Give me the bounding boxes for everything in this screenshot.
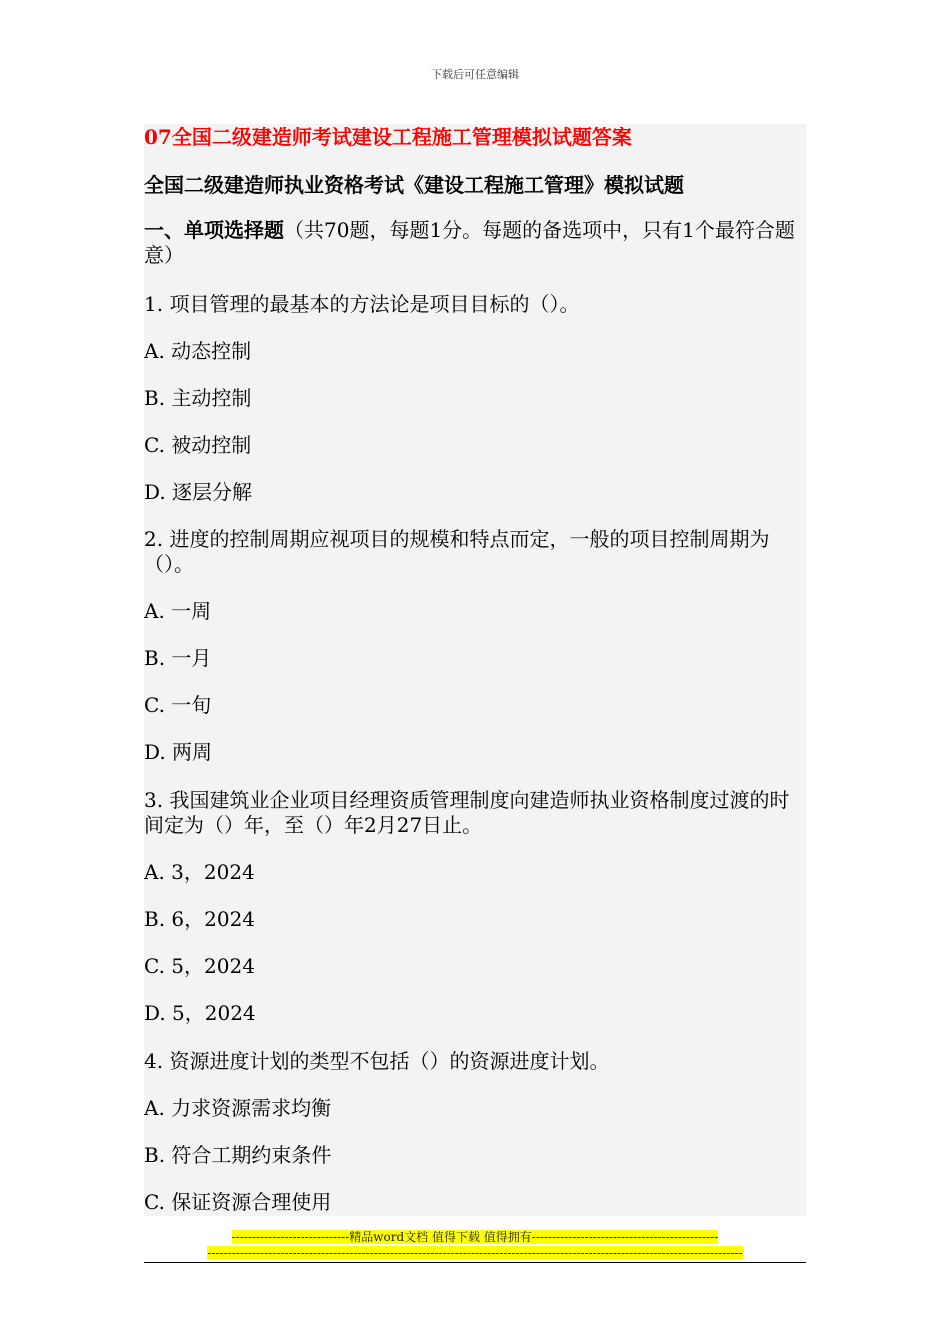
question-stem: 1. 项目管理的最基本的方法论是项目目标的（）。	[144, 292, 580, 316]
answer-option: B. 6，2024	[144, 907, 256, 931]
footer-divider	[144, 1262, 806, 1263]
answer-option: A. 3，2024	[144, 860, 255, 884]
answer-option: C. 一旬	[144, 693, 212, 717]
footer-banner-rule	[0, 1246, 950, 1260]
section-title: 一、单项选择题	[144, 218, 284, 242]
question-stem: 4. 资源进度计划的类型不包括（）的资源进度计划。	[144, 1049, 610, 1073]
answer-option: D. 5，2024	[144, 1001, 256, 1025]
answer-option: C. 5，2024	[144, 954, 255, 978]
answer-option: A. 力求资源需求均衡	[144, 1096, 332, 1120]
answer-option: C. 保证资源合理使用	[144, 1190, 332, 1214]
answer-option: A. 一周	[144, 599, 212, 623]
answer-option: D. 逐层分解	[144, 480, 253, 504]
footer-dash-line: ------------------------------------------------------------------------------------------------------------------------------------	[207, 1246, 743, 1260]
answer-option: A. 动态控制	[144, 339, 252, 363]
answer-option: B. 符合工期约束条件	[144, 1143, 332, 1167]
section-note: （共70题，每题1分。每题的备选项中，只有1个最符合题意）	[144, 218, 795, 267]
answer-option: D. 两周	[144, 740, 213, 764]
answer-option: B. 主动控制	[144, 386, 252, 410]
footer-banner-text: -----------------------------精品word文档 值得下载 值得拥有----------------------------------------------	[231, 1230, 719, 1244]
document-title: 07全国二级建造师考试建设工程施工管理模拟试题答案	[144, 125, 632, 149]
answer-option: C. 被动控制	[144, 433, 252, 457]
document-subtitle: 全国二级建造师执业资格考试《建设工程施工管理》模拟试题	[144, 173, 684, 197]
document-body	[144, 124, 806, 1216]
question-stem: 2. 进度的控制周期应视项目的规模和特点而定，一般的项目控制周期为（）。	[144, 527, 770, 576]
answer-option: B. 一月	[144, 646, 212, 670]
section-heading	[144, 218, 806, 268]
header-note: 下载后可任意编辑	[431, 68, 519, 81]
footer-banner	[0, 1230, 950, 1244]
question-stem: 3. 我国建筑业企业项目经理资质管理制度向建造师执业资格制度过渡的时间定为（）年，至（）年2月27日止。	[144, 788, 790, 837]
